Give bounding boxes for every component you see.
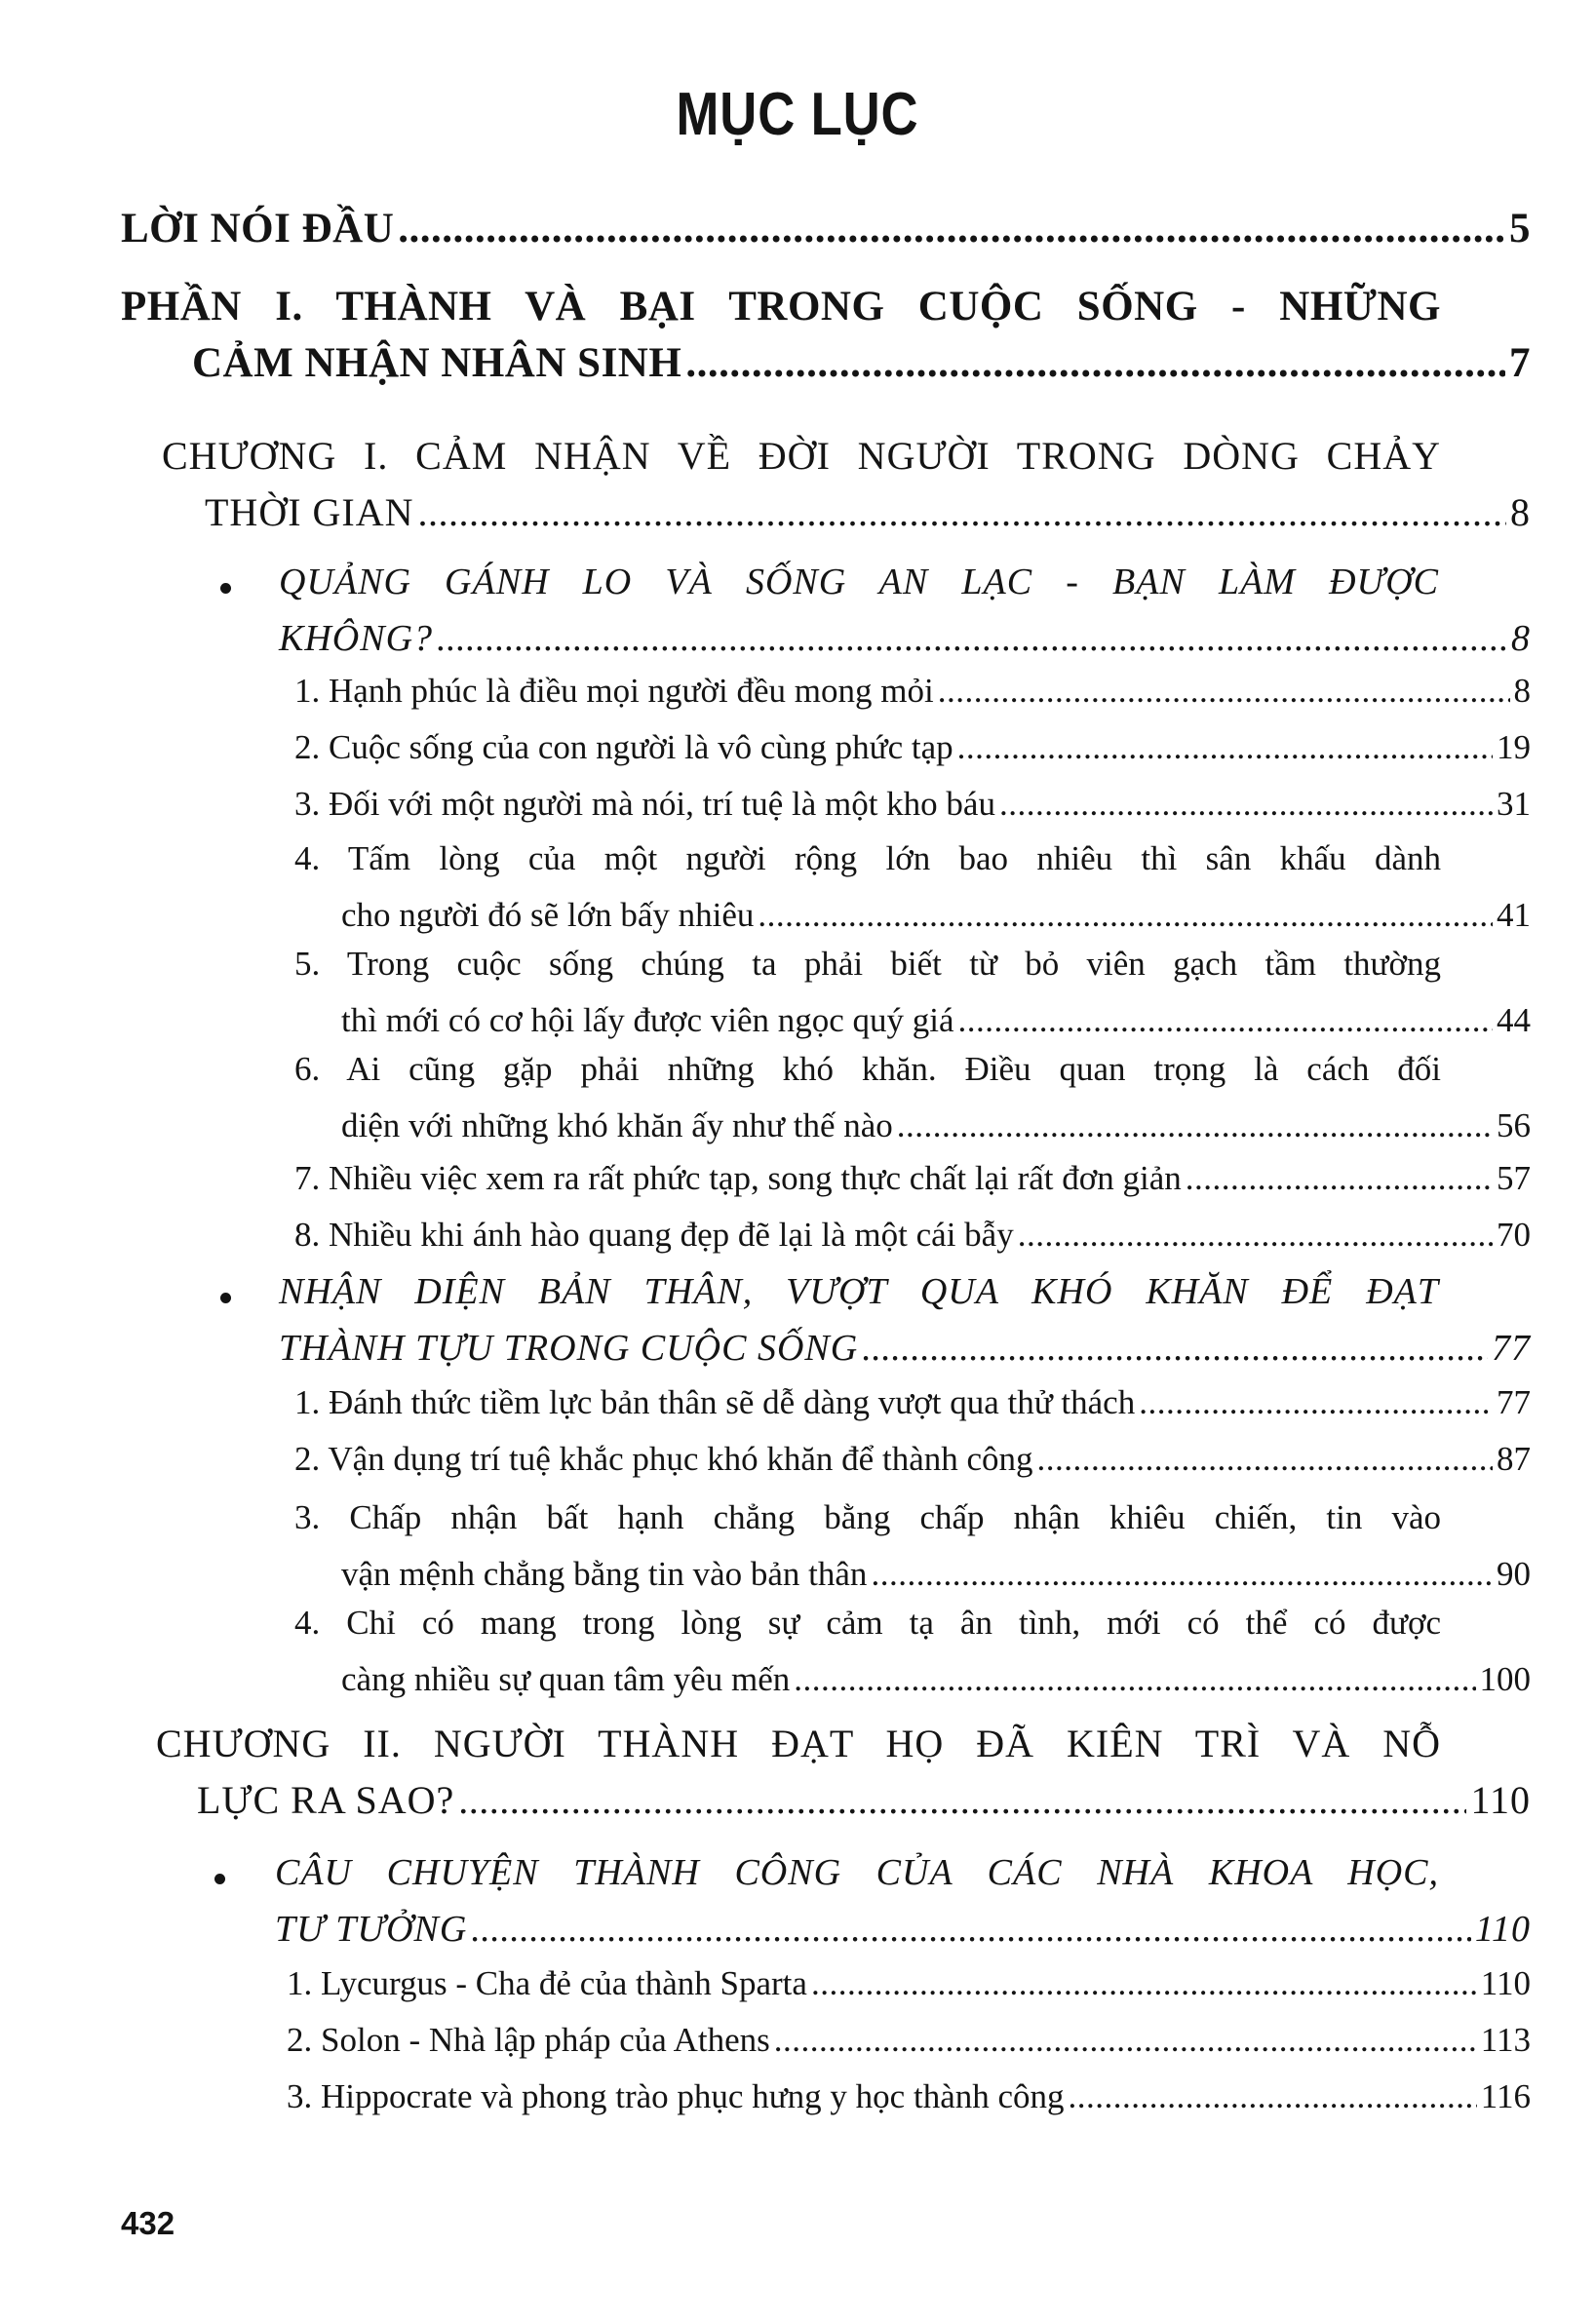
bullet-icon bbox=[214, 1874, 225, 1884]
entry-title-line-2: TƯ TƯỞNG bbox=[275, 1909, 468, 1950]
entry-title: 3. Hippocrate và phong trào phục hưng y học thành công bbox=[287, 2077, 1065, 2115]
entry-title: 1. Hạnh phúc là điều mọi người đều mong mỏi bbox=[294, 672, 934, 710]
entry-page: 5 bbox=[1509, 206, 1531, 252]
toc-item bbox=[294, 1595, 1531, 1708]
dot-leader bbox=[437, 610, 1507, 667]
entry-page: 70 bbox=[1497, 1216, 1531, 1254]
toc-entry-section-3 bbox=[275, 1844, 1531, 1957]
entry-page: 56 bbox=[1497, 1106, 1531, 1144]
entry-title-line-2: LỰC RA SAO? bbox=[197, 1778, 455, 1822]
entry-title: 2. Solon - Nhà lập pháp của Athens bbox=[287, 2021, 770, 2059]
entry-title-line-2: THỜI GIAN bbox=[205, 490, 414, 534]
toc-item bbox=[294, 1375, 1531, 1431]
toc-entry-chapter-2 bbox=[156, 1716, 1531, 1829]
entry-page: 87 bbox=[1497, 1440, 1531, 1478]
bullet-icon bbox=[220, 583, 231, 594]
toc-entry-section-2 bbox=[279, 1263, 1531, 1376]
entry-page: 7 bbox=[1509, 340, 1531, 386]
entry-page: 41 bbox=[1497, 896, 1531, 934]
entry-page: 8 bbox=[1513, 672, 1531, 710]
toc-item bbox=[294, 1150, 1531, 1207]
toc-item bbox=[287, 2012, 1531, 2069]
entry-title-line-1: 4. Chỉ có mang trong lòng sự cảm tạ ân tình, mới có thể có được bbox=[294, 1604, 1441, 1642]
page-title: MỤC LỤC bbox=[676, 81, 919, 148]
entry-title-line-1: 5. Trong cuộc sống chúng ta phải biết từ bỏ viên gạch tầm thường bbox=[294, 945, 1441, 983]
dot-leader bbox=[774, 2012, 1477, 2069]
toc-entry-section-1 bbox=[279, 554, 1531, 667]
entry-title-line-2: THÀNH TỰU TRONG CUỘC SỐNG bbox=[279, 1328, 859, 1369]
entry-title: 1. Lycurgus - Cha đẻ của thành Sparta bbox=[287, 1964, 807, 2002]
entry-title-line-1: CÂU CHUYỆN THÀNH CÔNG CỦA CÁC NHÀ KHOA HỌC, bbox=[275, 1852, 1439, 1893]
entry-title-line-2: CẢM NHẬN NHÂN SINH bbox=[192, 340, 682, 386]
toc-item bbox=[294, 1431, 1531, 1488]
dot-leader bbox=[862, 1320, 1488, 1376]
toc-item bbox=[294, 1207, 1531, 1263]
dot-leader bbox=[957, 719, 1493, 776]
entry-title-line-1: 3. Chấp nhận bất hạnh chẳng bằng chấp nhận khiêu chiến, tin vào bbox=[294, 1498, 1441, 1536]
toc-entry-part-1 bbox=[121, 279, 1531, 392]
entry-title-line-2: KHÔNG? bbox=[279, 618, 434, 659]
bullet-icon bbox=[220, 1293, 231, 1303]
dot-leader bbox=[811, 1956, 1477, 2012]
dot-leader bbox=[685, 335, 1505, 392]
entry-page: 57 bbox=[1497, 1159, 1531, 1197]
entry-page: 116 bbox=[1480, 2077, 1531, 2115]
entry-title: 7. Nhiều việc xem ra rất phức tạp, song thực chất lại rất đơn giản bbox=[294, 1159, 1182, 1197]
dot-leader bbox=[999, 776, 1493, 833]
toc-entry-foreword bbox=[121, 201, 1531, 257]
entry-page: 100 bbox=[1479, 1660, 1531, 1698]
entry-page: 31 bbox=[1497, 785, 1531, 823]
entry-page: 110 bbox=[1480, 1964, 1531, 2002]
dot-leader bbox=[938, 663, 1510, 719]
dot-leader bbox=[1069, 2069, 1477, 2125]
entry-title-line-1: NHẬN DIỆN BẢN THÂN, VƯỢT QUA KHÓ KHĂN ĐỂ ĐẠT bbox=[279, 1271, 1439, 1312]
toc-item bbox=[294, 831, 1531, 944]
entry-title: 3. Đối với một người mà nói, trí tuệ là một kho báu bbox=[294, 785, 995, 823]
entry-page: 44 bbox=[1497, 1001, 1531, 1039]
entry-title: 1. Đánh thức tiềm lực bản thân sẽ dễ dàng vượt qua thử thách bbox=[294, 1383, 1136, 1421]
entry-page: 8 bbox=[1511, 618, 1531, 659]
toc-entry-chapter-1 bbox=[162, 428, 1531, 541]
entry-page: 77 bbox=[1497, 1383, 1531, 1421]
entry-page: 77 bbox=[1492, 1328, 1531, 1369]
entry-title-line-1: 4. Tấm lòng của một người rộng lớn bao nhiêu thì sân khấu dành bbox=[294, 839, 1441, 877]
entry-title: 2. Cuộc sống của con người là vô cùng phức tạp bbox=[294, 728, 953, 766]
entry-title-line-1: PHẦN I. THÀNH VÀ BẠI TRONG CUỘC SỐNG - NHỮNG bbox=[121, 284, 1441, 329]
dot-leader bbox=[1186, 1150, 1493, 1207]
dot-leader bbox=[398, 201, 1505, 257]
entry-page: 110 bbox=[1470, 1778, 1531, 1822]
toc-item bbox=[294, 936, 1531, 1049]
toc-item bbox=[294, 719, 1531, 776]
dot-leader bbox=[1037, 1431, 1493, 1488]
toc-item bbox=[287, 2069, 1531, 2125]
dot-leader bbox=[1139, 1375, 1493, 1431]
dot-leader bbox=[897, 1098, 1493, 1154]
dot-leader bbox=[1018, 1207, 1493, 1263]
dot-leader bbox=[471, 1901, 1471, 1957]
toc-item bbox=[294, 1041, 1531, 1154]
entry-title-line-2: thì mới có cơ hội lấy được viên ngọc quý giá bbox=[341, 1001, 954, 1039]
entry-page: 8 bbox=[1510, 490, 1531, 534]
toc-item bbox=[294, 663, 1531, 719]
entry-title-line-2: cho người đó sẽ lớn bấy nhiêu bbox=[341, 896, 755, 934]
entry-page: 113 bbox=[1480, 2021, 1531, 2059]
toc-item bbox=[294, 1490, 1531, 1603]
entry-title: 8. Nhiều khi ánh hào quang đẹp đẽ lại là một cái bẫy bbox=[294, 1216, 1014, 1254]
entry-title-line-1: CHƯƠNG II. NGƯỜI THÀNH ĐẠT HỌ ĐÃ KIÊN TRÌ VÀ NỖ bbox=[156, 1722, 1441, 1765]
entry-title-line-2: diện với những khó khăn ấy như thế nào bbox=[341, 1106, 893, 1144]
entry-title: 2. Vận dụng trí tuệ khắc phục khó khăn để thành công bbox=[294, 1440, 1033, 1478]
entry-title-line-1: QUẢNG GÁNH LO VÀ SỐNG AN LẠC - BẠN LÀM ĐƯỢC bbox=[279, 562, 1439, 602]
dot-leader bbox=[418, 484, 1506, 541]
dot-leader bbox=[794, 1651, 1475, 1708]
toc-item bbox=[287, 1956, 1531, 2012]
entry-title: LỜI NÓI ĐẦU bbox=[121, 206, 395, 252]
entry-page: 110 bbox=[1474, 1909, 1531, 1950]
entry-title-line-1: 6. Ai cũng gặp phải những khó khăn. Điều quan trọng là cách đối bbox=[294, 1050, 1441, 1088]
dot-leader bbox=[458, 1772, 1466, 1829]
entry-title-line-2: vận mệnh chẳng bằng tin vào bản thân bbox=[341, 1555, 868, 1593]
page-number: 432 bbox=[121, 2205, 175, 2241]
entry-title-line-1: CHƯƠNG I. CẢM NHẬN VỀ ĐỜI NGƯỜI TRONG DÒNG CHẢY bbox=[162, 434, 1441, 478]
entry-page: 90 bbox=[1497, 1555, 1531, 1593]
entry-page: 19 bbox=[1497, 728, 1531, 766]
entry-title-line-2: càng nhiều sự quan tâm yêu mến bbox=[341, 1660, 791, 1698]
toc-item bbox=[294, 776, 1531, 833]
